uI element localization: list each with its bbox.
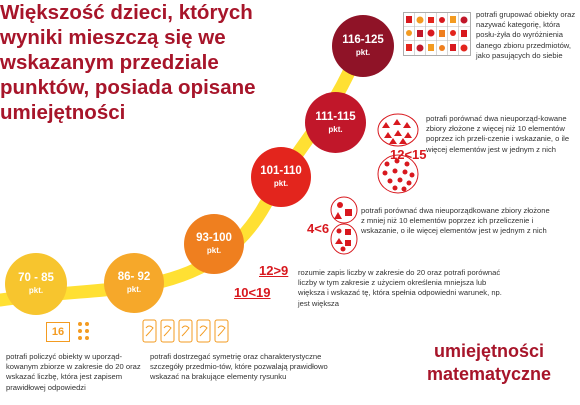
level-range: 70 - 85 (18, 272, 54, 284)
level-circle-4 (251, 147, 311, 207)
level-unit: pkt. (126, 285, 142, 294)
level-range: 86- 92 (117, 271, 151, 283)
description-level-2: potrafi dostrzegać symetrię oraz charakterystyczne szczegóły przedmio-tów, które pozwalają prawidłowo wskazać na brakujące elementy rysunku (150, 352, 328, 382)
symmetry-cards-icon (142, 318, 236, 344)
footer-line-2: matematyczne (426, 364, 552, 384)
level-circle-5 (305, 92, 366, 153)
level-range: 93-100 (196, 232, 232, 244)
level-unit: pkt. (273, 179, 289, 188)
counting-dots-icon (76, 320, 92, 342)
small-sets-icon (330, 196, 358, 256)
description-level-4: potrafi porównać dwa nieuporządkowane zbiory złożone z mniej niż 10 elementów poprzez ich przeliczenie i wskazanie, o ile więcej elementów jest w jednym z nich (361, 206, 550, 236)
level-unit: pkt. (28, 286, 44, 295)
level-range: 111-115 (315, 110, 356, 123)
grouping-objects-icon (403, 12, 471, 56)
level-circle-2 (104, 253, 164, 313)
level-range: 101-110 (260, 165, 302, 177)
footer-label (405, 340, 573, 386)
description-level-1: potrafi policzyć obiekty w uporząd-kowanym zbiorze w zakresie do 20 oraz wskazać liczbę, która jest zapisem prawidłowej odpowiedzi (6, 352, 141, 392)
level-range: 116-125 (342, 34, 384, 46)
level-unit: pkt. (206, 246, 222, 255)
page-title: Większość dzieci, których wyniki mieszczą się we wskazanym przedziale punktów, posiada opisane umiejętności (0, 1, 256, 124)
description-level-6: potrafi grupować obiekty oraz nazywać kategorię, która posłu-żyła do wyróżnienia danego zbioru przedmiotów, jako pasujących do siebie (476, 10, 576, 60)
level-unit: pkt. (328, 124, 343, 134)
description-level-3: rozumie zapis liczby w zakresie do 20 oraz potrafi porównać liczby w tym zakresie z użyciem określenia mniejsza lub większa i wskazać tę, która spełnia odpowiedni warunek, np. jest większa (298, 268, 502, 308)
number-badge: 16 (46, 322, 70, 342)
level-circle-6 (332, 15, 394, 77)
footer-line-1: umiejętności (433, 341, 545, 361)
level-unit: pkt. (355, 48, 371, 57)
comparison-4-6: 4<6 (307, 221, 330, 236)
level-circle-3 (184, 214, 244, 274)
comparison-10-19: 10<19 (234, 285, 271, 300)
description-level-5: potrafi porównać dwa nieuporząd-kowane zbiory złożone z więcej niż 10 elementów poprzez ich przeli-czenie i wskazanie, o ile więcej elementów jest w jednym z nich (426, 114, 570, 154)
level-circle-1 (5, 253, 67, 315)
comparison-12-15: 12<15 (390, 147, 427, 162)
comparison-12-9: 12>9 (259, 263, 289, 278)
